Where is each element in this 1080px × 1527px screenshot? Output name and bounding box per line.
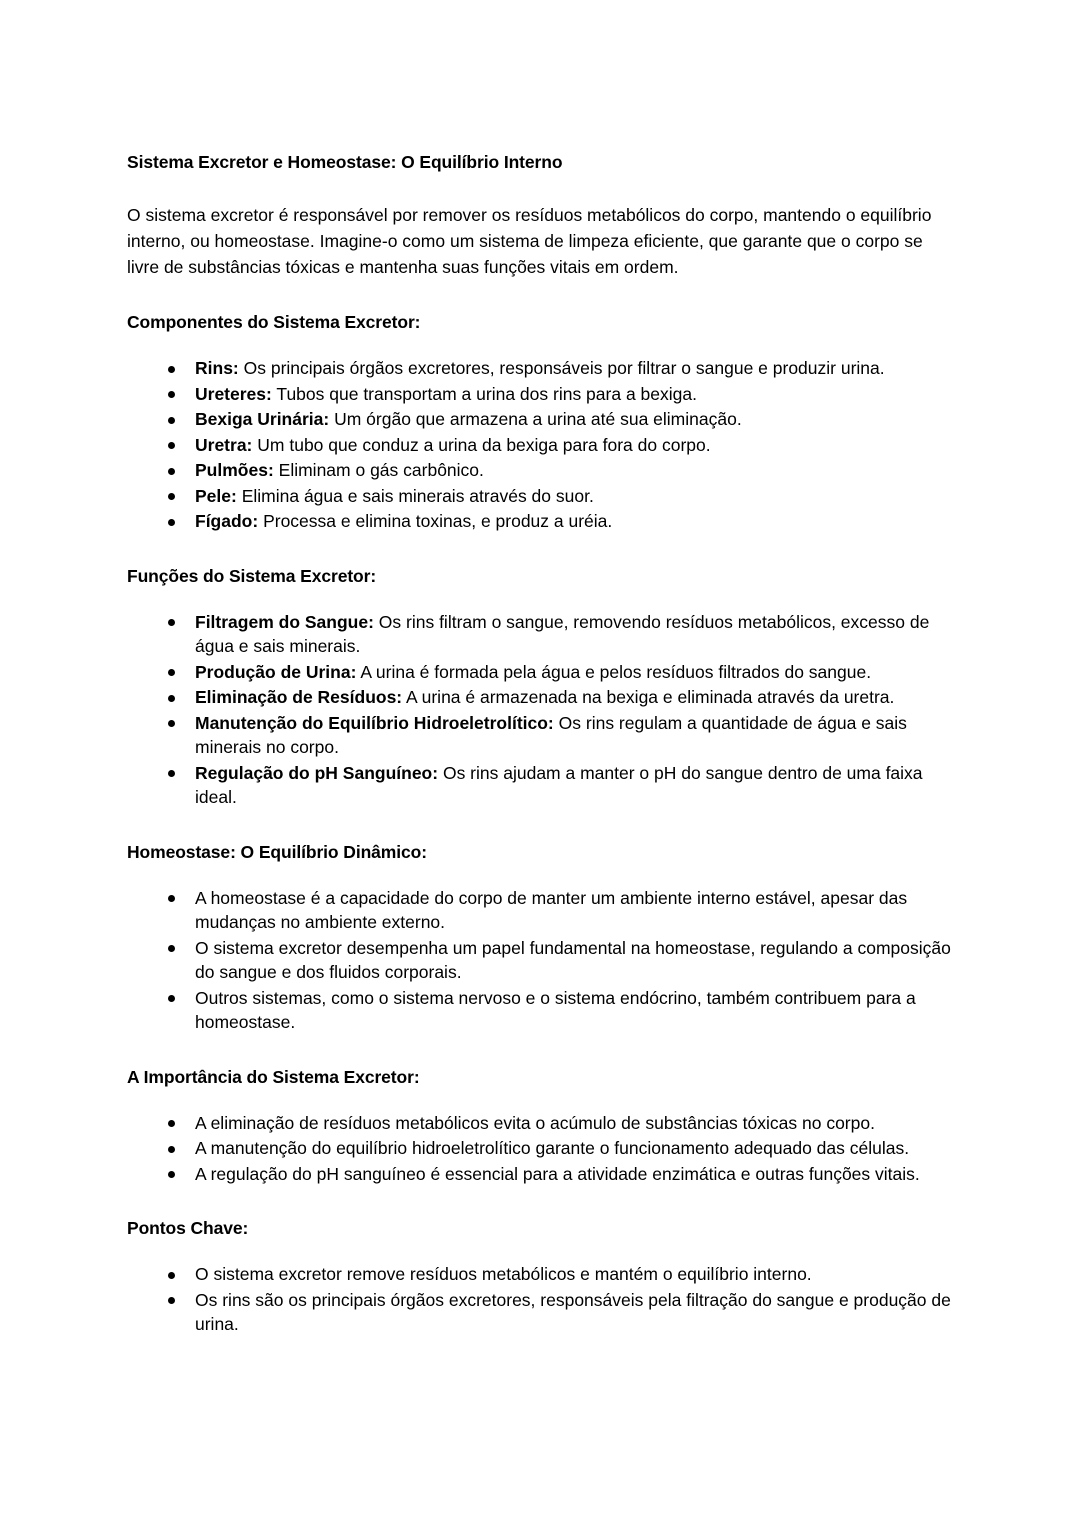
bullet-dot-icon: [168, 695, 175, 702]
list-item: [127, 660, 955, 685]
list-item-label: Filtragem do Sangue:: [195, 611, 374, 632]
list-item: [127, 936, 955, 985]
bullet-dot-icon: [168, 417, 175, 424]
bullet-list: [127, 610, 955, 810]
bullet-dot-icon: [168, 468, 175, 475]
bullet-dot-icon: [168, 1272, 175, 1279]
list-item-label: Fígado:: [195, 511, 259, 531]
list-item-text: Os rins regulam a quantidade de água e sais minerais no corpo.: [195, 712, 907, 757]
list-item-text: Tubos que transportam a urina dos rins para a bexiga.: [276, 383, 697, 404]
list-item: [127, 685, 955, 710]
document-section: [127, 564, 955, 810]
list-item-text: A homeostase é a capacidade do corpo de manter um ambiente interno estável, apesar das mudanças no ambiente externo.: [195, 887, 908, 932]
document-section: [127, 1216, 955, 1337]
list-item: [127, 356, 955, 381]
page-title: Sistema Excretor e Homeostase: O Equilíbrio Interno: [127, 152, 563, 172]
bullet-list: [127, 886, 955, 1035]
bullet-dot-icon: [168, 493, 175, 500]
bullet-dot-icon: [168, 391, 175, 398]
list-item-text: Os rins filtram o sangue, removendo resíduos metabólicos, excesso de água e sais minerais.: [195, 611, 930, 656]
list-item-text: Um órgão que armazena a urina até sua eliminação.: [334, 409, 742, 429]
bullet-dot-icon: [168, 1146, 175, 1153]
list-item: [127, 407, 955, 432]
list-item: [127, 886, 955, 935]
list-item-text: A eliminação de resíduos metabólicos evita o acúmulo de substâncias tóxicas no corpo.: [195, 1112, 875, 1133]
list-item: [127, 986, 955, 1035]
list-item: [127, 1262, 955, 1287]
bullet-dot-icon: [168, 519, 175, 526]
list-item-text: A urina é formada pela água e pelos resíduos filtrados do sangue.: [360, 661, 872, 682]
list-item: [127, 382, 955, 407]
list-item-label: Regulação do pH Sanguíneo:: [195, 762, 439, 783]
list-item-text: Outros sistemas, como o sistema nervoso e o sistema endócrino, também contribuem para a homeostase.: [195, 987, 916, 1032]
bullet-dot-icon: [168, 770, 175, 777]
document-section: [127, 1065, 955, 1187]
list-item-text: Os principais órgãos excretores, responsáveis por filtrar o sangue e produzir urina.: [243, 358, 885, 378]
list-item: [127, 1288, 955, 1337]
bullet-dot-icon: [168, 1171, 175, 1178]
document-section: [127, 840, 955, 1035]
list-item: [127, 761, 955, 810]
document-section: [127, 310, 955, 534]
list-item-text: Os rins ajudam a manter o pH do sangue dentro de uma faixa ideal.: [195, 762, 923, 807]
list-item-label: Ureteres:: [195, 383, 272, 404]
list-item-text: O sistema excretor desempenha um papel fundamental na homeostase, regulando a composição do sangue e dos fluidos corporais.: [195, 937, 951, 982]
section-heading: Pontos Chave:: [127, 1218, 249, 1238]
section-heading: Componentes do Sistema Excretor:: [127, 312, 421, 332]
list-item-label: Rins:: [195, 358, 239, 378]
list-item-text: A urina é armazenada na bexiga e eliminada através da uretra.: [406, 687, 895, 707]
list-item-label: Pulmões:: [195, 460, 274, 480]
list-item: [127, 711, 955, 760]
bullet-dot-icon: [168, 720, 175, 727]
bullet-list: [127, 1262, 955, 1337]
list-item: [127, 509, 955, 534]
list-item-text: Processa e elimina toxinas, e produz a uréia.: [263, 511, 613, 531]
bullet-dot-icon: [168, 995, 175, 1002]
list-item: [127, 1111, 955, 1136]
bullet-list: [127, 1111, 955, 1187]
list-item: [127, 1162, 955, 1187]
bullet-dot-icon: [168, 669, 175, 676]
bullet-dot-icon: [168, 619, 175, 626]
bullet-dot-icon: [168, 895, 175, 902]
bullet-dot-icon: [168, 1120, 175, 1127]
list-item-text: Eliminam o gás carbônico.: [278, 460, 484, 480]
bullet-dot-icon: [168, 945, 175, 952]
list-item-label: Manutenção do Equilíbrio Hidroeletrolítico:: [195, 712, 554, 733]
bullet-dot-icon: [168, 366, 175, 373]
section-heading: Funções do Sistema Excretor:: [127, 565, 377, 586]
section-heading: Homeostase: O Equilíbrio Dinâmico:: [127, 841, 427, 862]
bullet-list: [127, 356, 955, 534]
list-item: [127, 458, 955, 483]
list-item-label: Uretra:: [195, 434, 253, 455]
list-item-label: Pele:: [195, 485, 237, 506]
list-item-text: O sistema excretor remove resíduos metabólicos e mantém o equilíbrio interno.: [195, 1264, 812, 1284]
bullet-dot-icon: [168, 1297, 175, 1304]
list-item-label: Produção de Urina:: [195, 661, 357, 682]
list-item-label: Bexiga Urinária:: [195, 409, 330, 429]
section-heading: A Importância do Sistema Excretor:: [127, 1066, 420, 1087]
list-item-label: Eliminação de Resíduos:: [195, 687, 403, 707]
list-item-text: A regulação do pH sanguíneo é essencial para a atividade enzimática e outras funções vitais.: [195, 1163, 920, 1184]
intro-paragraph: O sistema excretor é responsável por remover os resíduos metabólicos do corpo, mantendo o equilíbrio interno, ou homeostase. Imagine-o como um sistema de limpeza eficiente, que garante que o corpo se livre de substâncias tóxicas e mantenha suas funções vitais em ordem.: [127, 205, 932, 277]
list-item: [127, 1136, 955, 1161]
list-item-text: Elimina água e sais minerais através do suor.: [241, 485, 594, 506]
list-item-text: Os rins são os principais órgãos excretores, responsáveis pela filtração do sangue e produção de urina.: [195, 1289, 951, 1334]
sections-container: [127, 310, 955, 1337]
list-item: [127, 433, 955, 458]
list-item-text: Um tubo que conduz a urina da bexiga para fora do corpo.: [257, 434, 711, 455]
list-item: [127, 610, 955, 659]
list-item: [127, 484, 955, 509]
bullet-dot-icon: [168, 442, 175, 449]
list-item-text: A manutenção do equilíbrio hidroeletrolítico garante o funcionamento adequado das células.: [195, 1138, 910, 1158]
